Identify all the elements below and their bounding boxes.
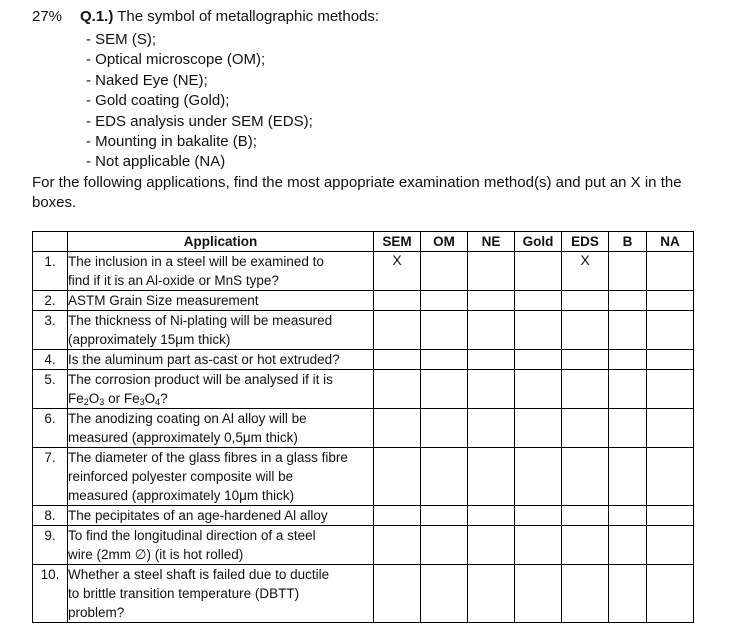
- checkbox-ne[interactable]: [468, 565, 515, 623]
- formula-part: Fe: [68, 391, 84, 406]
- checkbox-b[interactable]: [609, 252, 647, 291]
- checkbox-eds[interactable]: [562, 350, 609, 370]
- checkbox-om[interactable]: [421, 448, 468, 506]
- methods-list: [86, 30, 313, 173]
- application-cell: [68, 506, 374, 526]
- application-cell: [68, 311, 374, 350]
- checkbox-b[interactable]: [609, 350, 647, 370]
- table-row: [33, 370, 694, 409]
- table-row: [33, 252, 694, 291]
- checkbox-om[interactable]: [421, 565, 468, 623]
- checkbox-om[interactable]: [421, 311, 468, 350]
- header-ne: NE: [468, 232, 515, 252]
- formula-part: O: [88, 391, 100, 406]
- application-line: The pecipitates of an age-hardened Al alloy: [68, 508, 328, 523]
- checkbox-b[interactable]: [609, 448, 647, 506]
- formula-part: ?: [160, 391, 168, 406]
- application-cell: [68, 526, 374, 565]
- table-header-row: [33, 232, 694, 252]
- checkbox-ne[interactable]: [468, 291, 515, 311]
- checkbox-sem[interactable]: [374, 291, 421, 311]
- checkbox-ne[interactable]: [468, 506, 515, 526]
- row-number: 1.: [33, 252, 68, 291]
- instruction-text: For the following applications, find the most appopriate examination method(s) and put an X in the boxes.: [32, 174, 682, 211]
- application-line: (approximately 15μm thick): [68, 332, 231, 347]
- row-number: 3.: [33, 311, 68, 350]
- checkbox-eds[interactable]: X: [562, 252, 609, 291]
- table-row: [33, 311, 694, 350]
- checkbox-gold[interactable]: [515, 252, 562, 291]
- row-number: 10.: [33, 565, 68, 623]
- checkbox-eds[interactable]: [562, 370, 609, 409]
- application-cell: [68, 565, 374, 623]
- checkbox-b[interactable]: [609, 291, 647, 311]
- application-cell: [68, 291, 374, 311]
- checkbox-na[interactable]: [647, 252, 694, 291]
- method-item: - EDS analysis under SEM (EDS);: [86, 112, 313, 130]
- application-cell: [68, 409, 374, 448]
- examination-table: [32, 231, 694, 623]
- checkbox-sem[interactable]: [374, 311, 421, 350]
- formula-part: 3: [139, 397, 145, 407]
- table-row: [33, 350, 694, 370]
- method-item: - SEM (S);: [86, 31, 156, 48]
- checkbox-sem[interactable]: [374, 370, 421, 409]
- application-line: ASTM Grain Size measurement: [68, 293, 259, 308]
- header-na: NA: [647, 232, 694, 252]
- application-line: to brittle transition temperature (DBTT): [68, 586, 300, 601]
- checkbox-om[interactable]: [421, 291, 468, 311]
- application-line: The inclusion in a steel will be examined to: [68, 254, 324, 269]
- checkbox-eds[interactable]: [562, 448, 609, 506]
- checkbox-gold[interactable]: [515, 565, 562, 623]
- application-line: wire (2mm ∅) (it is hot rolled): [68, 547, 244, 562]
- question-title: The symbol of metallographic methods:: [117, 8, 380, 25]
- application-cell: [68, 350, 374, 370]
- application-line: find if it is an Al-oxide or MnS type?: [68, 273, 279, 288]
- checkbox-om[interactable]: [421, 350, 468, 370]
- checkbox-gold[interactable]: [515, 370, 562, 409]
- table-row: [33, 291, 694, 311]
- checkbox-na[interactable]: [647, 370, 694, 409]
- checkbox-om[interactable]: [421, 252, 468, 291]
- checkbox-gold[interactable]: [515, 350, 562, 370]
- application-line: measured (approximately 0,5μm thick): [68, 430, 298, 445]
- checkbox-sem[interactable]: X: [374, 252, 421, 291]
- checkbox-eds[interactable]: [562, 565, 609, 623]
- checkbox-na[interactable]: [647, 409, 694, 448]
- checkbox-ne[interactable]: [468, 526, 515, 565]
- checkbox-b[interactable]: [609, 506, 647, 526]
- application-line: Is the aluminum part as-cast or hot extruded?: [68, 352, 340, 367]
- checkbox-sem[interactable]: [374, 526, 421, 565]
- checkbox-b[interactable]: [609, 370, 647, 409]
- row-number: 9.: [33, 526, 68, 565]
- row-number: 4.: [33, 350, 68, 370]
- checkbox-b[interactable]: [609, 526, 647, 565]
- checkbox-gold[interactable]: [515, 311, 562, 350]
- application-line: The anodizing coating on Al alloy will be: [68, 411, 307, 426]
- checkbox-ne[interactable]: [468, 448, 515, 506]
- header-num: [33, 232, 68, 252]
- checkbox-ne[interactable]: [468, 370, 515, 409]
- checkbox-gold[interactable]: [515, 448, 562, 506]
- checkbox-sem[interactable]: [374, 448, 421, 506]
- checkbox-gold[interactable]: [515, 409, 562, 448]
- method-item: - Gold coating (Gold);: [86, 92, 230, 110]
- checkbox-sem[interactable]: [374, 409, 421, 448]
- application-line: reinforced polyester composite will be: [68, 469, 294, 484]
- checkbox-om[interactable]: [421, 370, 468, 409]
- table-row: [33, 526, 694, 565]
- application-line: To find the longitudinal direction of a steel: [68, 528, 316, 543]
- row-number: 5.: [33, 370, 68, 409]
- header-application: Application: [68, 232, 374, 252]
- header-om: OM: [421, 232, 468, 252]
- checkbox-na[interactable]: [647, 526, 694, 565]
- table-row: [33, 409, 694, 448]
- checkbox-na[interactable]: [647, 448, 694, 506]
- application-line: The thickness of Ni-plating will be measured: [68, 313, 333, 328]
- method-item: - Mounting in bakalite (B);: [86, 133, 257, 151]
- formula-part: O: [144, 391, 156, 406]
- checkbox-b[interactable]: [609, 311, 647, 350]
- row-number: 8.: [33, 506, 68, 526]
- checkbox-gold[interactable]: [515, 526, 562, 565]
- checkbox-b[interactable]: [609, 565, 647, 623]
- question-percent: 27%: [32, 8, 63, 25]
- application-cell: [68, 448, 374, 506]
- application-line: The corrosion product will be analysed if it is: [68, 372, 333, 387]
- checkbox-eds[interactable]: [562, 291, 609, 311]
- chemical-formula: [68, 389, 373, 408]
- table-row: [33, 565, 694, 623]
- checkbox-gold[interactable]: [515, 506, 562, 526]
- checkbox-eds[interactable]: [562, 409, 609, 448]
- checkbox-na[interactable]: [647, 350, 694, 370]
- checkbox-om[interactable]: [421, 506, 468, 526]
- checkbox-eds[interactable]: [562, 311, 609, 350]
- formula-part: 4: [155, 397, 161, 407]
- formula-part: or Fe: [104, 391, 140, 406]
- row-number: 7.: [33, 448, 68, 506]
- checkbox-ne[interactable]: [468, 409, 515, 448]
- checkbox-eds[interactable]: [562, 506, 609, 526]
- checkbox-ne[interactable]: [468, 350, 515, 370]
- checkbox-gold[interactable]: [515, 291, 562, 311]
- application-line: Whether a steel shaft is failed due to ductile: [68, 567, 330, 582]
- application-cell: [68, 252, 374, 291]
- application-line: The diameter of the glass fibres in a glass fibre: [68, 450, 348, 465]
- row-number: 6.: [33, 409, 68, 448]
- checkbox-ne[interactable]: [468, 311, 515, 350]
- header-gold: Gold: [515, 232, 562, 252]
- table-row: [33, 506, 694, 526]
- checkbox-om[interactable]: [421, 526, 468, 565]
- application-line: problem?: [68, 605, 125, 620]
- checkbox-na[interactable]: [647, 565, 694, 623]
- header-eds: EDS: [562, 232, 609, 252]
- checkbox-na[interactable]: [647, 311, 694, 350]
- header-b: B: [609, 232, 647, 252]
- application-cell: [68, 370, 374, 409]
- checkbox-om[interactable]: [421, 409, 468, 448]
- question-number: Q.1.): [80, 8, 114, 25]
- table-row: [33, 448, 694, 506]
- checkbox-sem[interactable]: [374, 350, 421, 370]
- checkbox-sem[interactable]: [374, 506, 421, 526]
- header-sem: SEM: [374, 232, 421, 252]
- row-number: 2.: [33, 291, 68, 311]
- checkbox-eds[interactable]: [562, 526, 609, 565]
- method-item: - Naked Eye (NE);: [86, 71, 208, 89]
- checkbox-sem[interactable]: [374, 565, 421, 623]
- method-item: - Optical microscope (OM);: [86, 51, 266, 69]
- application-line: measured (approximately 10μm thick): [68, 488, 295, 503]
- formula-part: 2: [83, 397, 89, 407]
- method-item: - Not applicable (NA): [86, 153, 226, 171]
- checkbox-ne[interactable]: [468, 252, 515, 291]
- formula-part: 3: [99, 397, 105, 407]
- checkbox-na[interactable]: [647, 291, 694, 311]
- checkbox-na[interactable]: [647, 506, 694, 526]
- checkbox-b[interactable]: [609, 409, 647, 448]
- question-heading: [80, 8, 379, 25]
